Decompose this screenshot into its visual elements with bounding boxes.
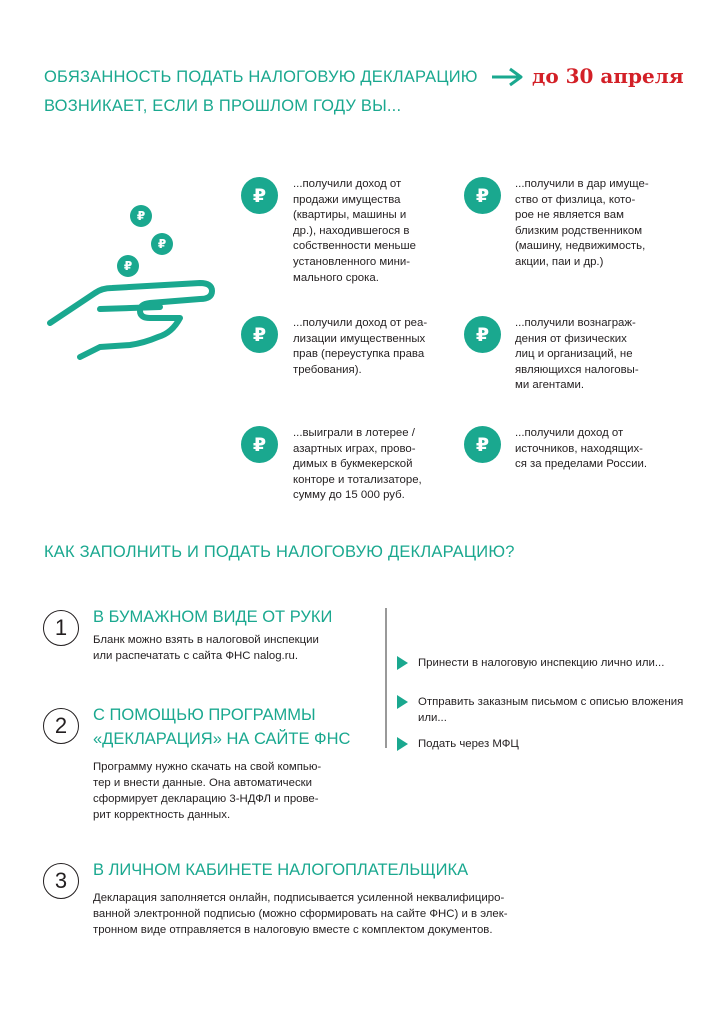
bullet-arrow-icon <box>397 656 408 670</box>
step-2-title: С ПОМОЩЬЮ ПРОГРАММЫ «ДЕКЛАРАЦИЯ» НА САЙТЕ ФНС <box>93 706 351 748</box>
step-2-text: Программу нужно скачать на свой компью- тер и внести данные. Она автоматически сформирует декларацию 3-НДФЛ и прове- рит корректность данных. <box>93 761 322 821</box>
open-hand-icon <box>40 273 220 363</box>
ruble-coin-icon: ₽ <box>241 316 278 353</box>
ruble-coin-icon: ₽ <box>464 177 501 214</box>
arrow-right-icon <box>490 66 526 88</box>
bullet-arrow-icon <box>397 737 408 751</box>
submit-option-mail: Отправить заказным письмом с описью вложения или... <box>418 696 684 724</box>
step-number-2: 2 <box>43 708 79 744</box>
ruble-coin-icon: ₽ <box>241 426 278 463</box>
step-3-text: Декларация заполняется онлайн, подписывается усиленной неквалифициро- ванной электронной подписью (можно сформировать на сайте ФНС) и в элек- тронном виде отправляется в налоговую вместе с комплектом документов. <box>93 892 508 936</box>
ruble-coin-icon: ₽ <box>241 177 278 214</box>
coin-icon: ₽ <box>130 205 152 227</box>
step-3-title: В ЛИЧНОМ КАБИНЕТЕ НАЛОГОПЛАТЕЛЬЩИКА <box>93 861 469 879</box>
coin-icon: ₽ <box>117 255 139 277</box>
bullet-arrow-icon <box>397 695 408 709</box>
column-divider <box>385 608 387 748</box>
step-1-text: Бланк можно взять в налоговой инспекции или распечатать с сайта ФНС nalog.ru. <box>93 634 319 662</box>
hand-coins-illustration <box>40 195 230 365</box>
coin-icon: ₽ <box>151 233 173 255</box>
case-rewards: ...получили вознаграж- дения от физических лиц и организаций, не являющихся налоговы- ми агентами. <box>515 317 639 392</box>
step-number-1: 1 <box>43 610 79 646</box>
header-line-2: ВОЗНИКАЕТ, ЕСЛИ В ПРОШЛОМ ГОДУ ВЫ... <box>44 97 402 115</box>
step-number-3: 3 <box>43 863 79 899</box>
case-property-rights: ...получили доход от реа- лизации имущественных прав (переуступка права требования). <box>293 317 428 376</box>
submit-option-in-person: Принести в налоговую инспекцию лично или... <box>418 657 665 669</box>
ruble-coin-icon: ₽ <box>464 426 501 463</box>
case-gift: ...получили в дар имуще- ство от физлица, кото- рое не является вам близким родственником (машину, недвижимость, акции, паи и др.) <box>515 178 649 268</box>
ruble-coin-icon: ₽ <box>464 316 501 353</box>
section-title: КАК ЗАПОЛНИТЬ И ПОДАТЬ НАЛОГОВУЮ ДЕКЛАРАЦИЮ? <box>44 543 515 561</box>
header-line-1: ОБЯЗАННОСТЬ ПОДАТЬ НАЛОГОВУЮ ДЕКЛАРАЦИЮ <box>44 68 478 86</box>
case-property-sale: ...получили доход от продажи имущества (квартиры, машины и др.), находившегося в собственности меньше установленного мини- мального срока. <box>293 178 416 284</box>
step-1-title: В БУМАЖНОМ ВИДЕ ОТ РУКИ <box>93 608 333 626</box>
deadline-label: до 30 апреля <box>532 64 684 88</box>
case-lottery: ...выиграли в лотерее / азартных играх, прово- димых в букмекерской конторе и тотализаторе, сумму до 15 000 руб. <box>293 427 422 502</box>
submit-option-mfc: Подать через МФЦ <box>418 738 519 750</box>
case-foreign-income: ...получили доход от источников, находящих- ся за пределами России. <box>515 427 647 471</box>
